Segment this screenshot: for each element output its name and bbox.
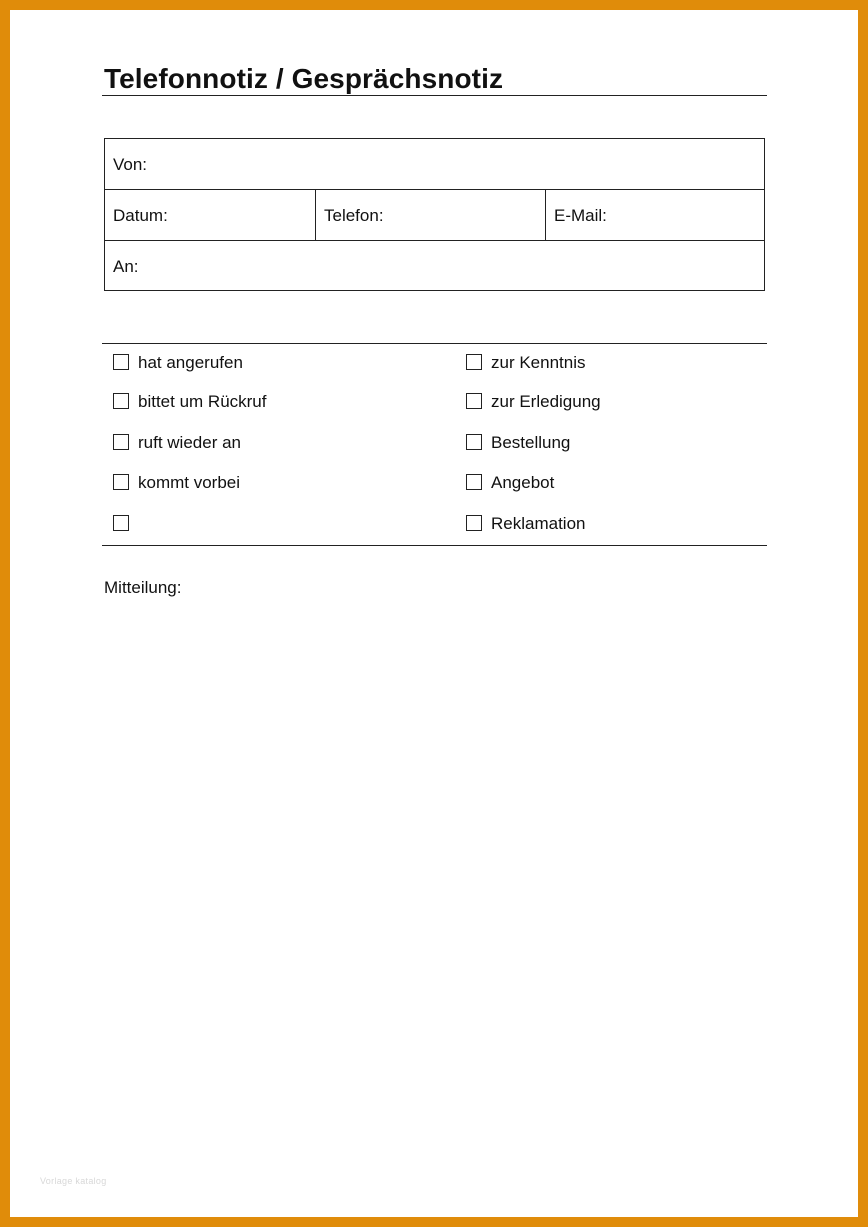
checkbox-label: kommt vorbei (138, 473, 241, 492)
label-email: E-Mail: (554, 206, 607, 225)
contact-info-table (104, 138, 765, 291)
checkbox-icon[interactable] (113, 354, 129, 370)
field-telefon[interactable] (315, 190, 545, 240)
checkbox-label: ruft wieder an (138, 433, 241, 452)
row-an (105, 240, 764, 291)
checkbox-icon[interactable] (466, 515, 482, 531)
form-page (10, 10, 858, 1217)
checkbox-icon[interactable] (466, 434, 482, 450)
label-von: Von: (113, 155, 148, 174)
checkbox-icon[interactable] (113, 515, 129, 531)
page-title: Telefonnotiz / Gesprächsnotiz (104, 63, 504, 94)
checkbox-icon[interactable] (113, 434, 129, 450)
checkbox-icon[interactable] (113, 393, 129, 409)
checkbox-label: hat angerufen (138, 353, 243, 372)
checkbox-section-top-rule (102, 343, 767, 344)
checkbox-label: Reklamation (491, 514, 586, 533)
checkbox-section-bottom-rule (102, 545, 767, 546)
label-telefon: Telefon: (324, 206, 384, 225)
checkbox-label: Bestellung (491, 433, 571, 452)
checkbox-icon[interactable] (466, 474, 482, 490)
checkbox-label: bittet um Rückruf (138, 392, 267, 411)
row-von (105, 139, 764, 189)
checkbox-label: zur Erledigung (491, 392, 601, 411)
row-datum-telefon-email (105, 189, 764, 240)
checkbox-icon[interactable] (113, 474, 129, 490)
title-underline (102, 95, 767, 96)
message-label: Mitteilung: (104, 578, 182, 597)
checkbox-label: zur Kenntnis (491, 353, 586, 372)
field-von[interactable] (105, 139, 764, 189)
label-datum: Datum: (113, 206, 168, 225)
checkbox-label: Angebot (491, 473, 555, 492)
label-an: An: (113, 257, 139, 276)
field-an[interactable] (105, 241, 764, 291)
checkbox-icon[interactable] (466, 354, 482, 370)
field-datum[interactable] (105, 190, 315, 240)
checkbox-icon[interactable] (466, 393, 482, 409)
field-email[interactable] (545, 190, 764, 240)
watermark: Vorlage katalog (40, 1176, 107, 1186)
